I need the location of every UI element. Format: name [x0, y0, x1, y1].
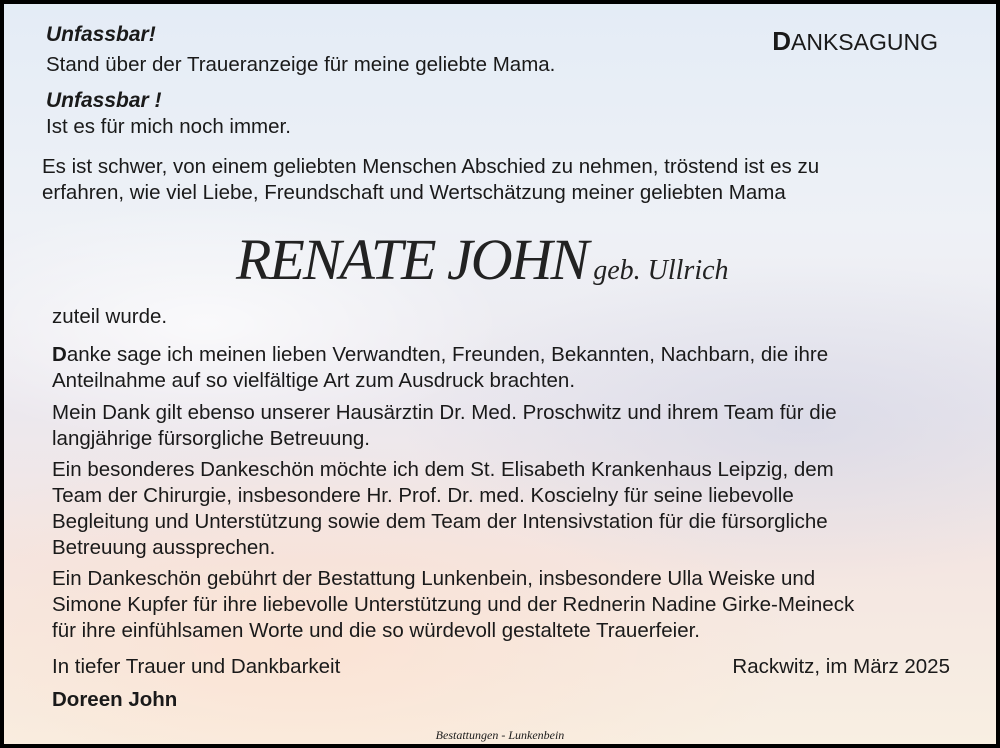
thanks-line: Anteilnahme auf so vielfältige Art zum Ausdruck brachten.	[52, 369, 576, 392]
deceased-name: RENATE JOHN geb. Ullrich	[236, 227, 729, 292]
thanks-line: Team der Chirurgie, insbesondere Hr. Prof. Dr. med. Koscielny für seine liebevolle	[52, 484, 794, 507]
thanks-line: Danke sage ich meinen lieben Verwandten, Freunden, Bekannten, Nachbarn, die ihre	[52, 343, 829, 366]
after-name-text: zuteil wurde.	[52, 305, 168, 328]
intro-title-1: Unfassbar!	[46, 23, 156, 46]
thanks-line: Ein Dankeschön gebührt der Bestattung Lunkenbein, insbesondere Ulla Weiske und	[52, 567, 816, 590]
place-date: Rackwitz, im März 2025	[732, 655, 950, 678]
intro-text-1: Stand über der Traueranzeige für meine geliebte Mama.	[46, 53, 556, 76]
thanks-line: Ein besonderes Dankeschön möchte ich dem St. Elisabeth Krankenhaus Leipzig, dem	[52, 458, 834, 481]
thanks-line: langjährige fürsorgliche Betreuung.	[52, 427, 370, 450]
closing-phrase: In tiefer Trauer und Dankbarkeit	[52, 655, 341, 678]
funeral-home-credit: Bestattungen - Lunkenbein	[435, 728, 565, 742]
heading-danksagung: DANKSAGUNG	[772, 26, 938, 56]
intro-text-2: Ist es für mich noch immer.	[46, 115, 291, 138]
lead-line-1: Es ist schwer, von einem geliebten Menschen Abschied zu nehmen, tröstend ist es zu	[42, 155, 820, 178]
thanks-line: Begleitung und Unterstützung sowie dem Team der Intensivstation für die fürsorgliche	[52, 510, 828, 533]
thanks-line: Simone Kupfer für ihre liebevolle Unterstützung und der Rednerin Nadine Girke-Meineck	[52, 593, 855, 616]
intro-title-2: Unfassbar !	[46, 89, 162, 112]
thanks-line: Mein Dank gilt ebenso unserer Hausärztin Dr. Med. Proschwitz und ihrem Team für die	[52, 401, 837, 424]
lead-line-2: erfahren, wie viel Liebe, Freundschaft und Wertschätzung meiner geliebten Mama	[42, 181, 786, 204]
thanks-line: für ihre einfühlsamen Worte und die so würdevoll gestaltete Trauerfeier.	[52, 619, 701, 642]
thanks-line: Betreuung aussprechen.	[52, 536, 276, 559]
signer-name: Doreen John	[52, 688, 178, 711]
maiden-name: geb. Ullrich	[593, 255, 729, 286]
